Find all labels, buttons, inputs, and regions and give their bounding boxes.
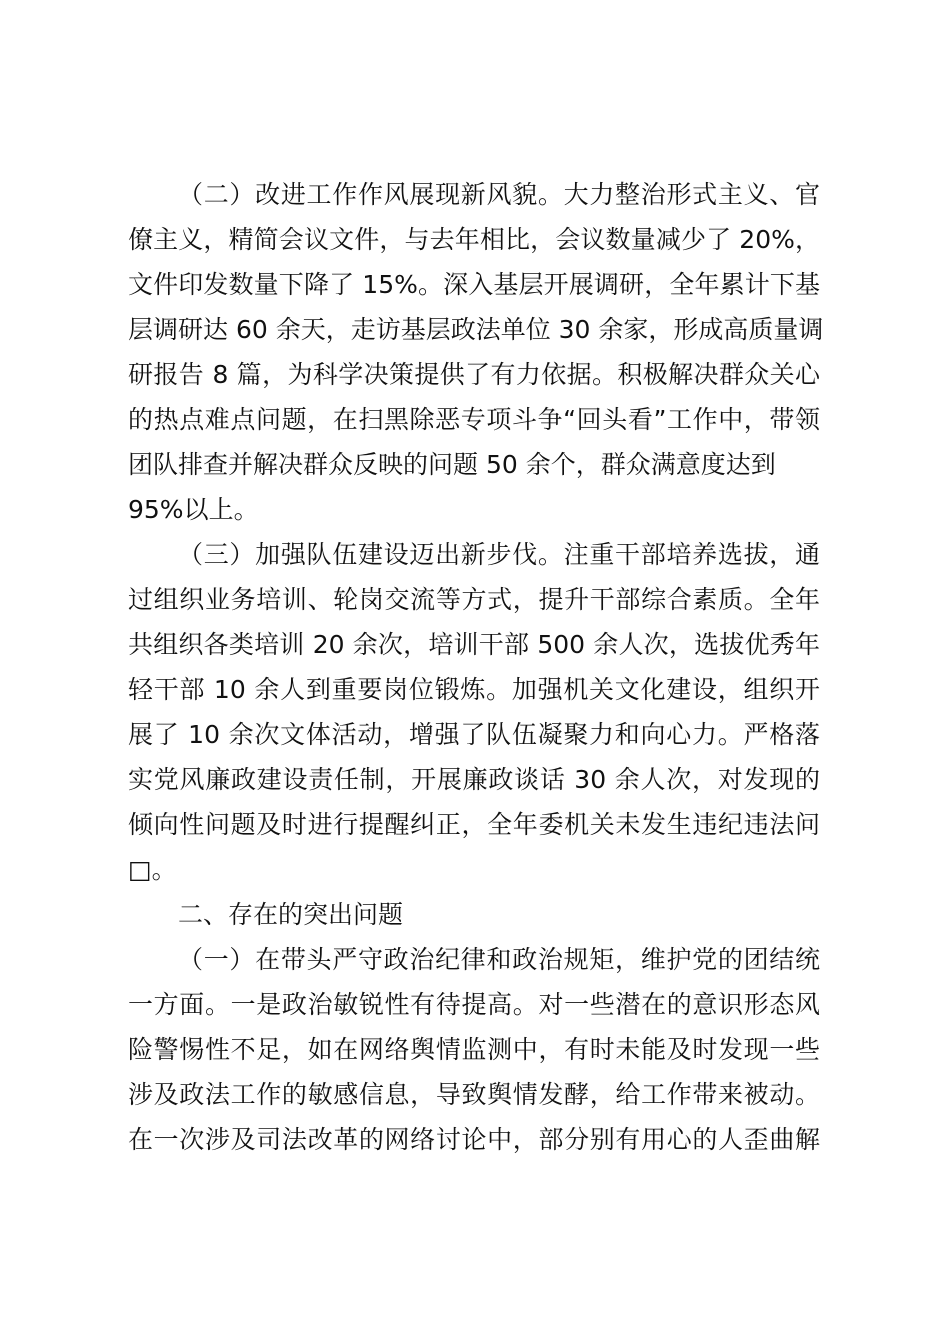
text-line: 一方面。一是政治敏锐性有待提高。对一些潜在的意识形态风 [128,990,820,1019]
paragraph-political-discipline [128,937,820,1162]
text-line: 在一次涉及司法改革的网络讨论中，部分别有用心的人歪曲解 [128,1125,820,1154]
text-line: 团队排查并解决群众反映的问题 50 余个，群众满意度达到 [128,450,776,479]
text-line: （三）加强队伍建设迈出新步伐。注重干部培养选拔，通 [178,540,820,569]
text-line: （一）在带头严守政治纪律和政治规矩，维护党的团结统 [178,945,820,974]
text-line: □。 [128,855,177,884]
text-line: 倾向性问题及时进行提醒纠正，全年委机关未发生违纪违法问 [128,810,820,839]
text-line: 的热点难点问题，在扫黑除恶专项斗争“回头看”工作中，带领 [128,405,820,434]
text-line: 涉及政法工作的敏感信息，导致舆情发酵，给工作带来被动。 [128,1080,820,1109]
text-line: 实党风廉政建设责任制，开展廉政谈话 30 余人次，对发现的 [128,765,820,794]
text-line: 展了 10 余次文体活动，增强了队伍凝聚力和向心力。严格落 [128,720,820,749]
heading-existing-problems: 二、存在的突出问题 [178,900,404,929]
text-line: 文件印发数量下降了 15%。深入基层开展调研，全年累计下基 [128,270,820,299]
text-line: （二）改进工作作风展现新风貌。大力整治形式主义、官 [178,180,820,209]
section-heading [128,892,820,937]
text-line: 轻干部 10 余人到重要岗位锻炼。加强机关文化建设，组织开 [128,675,820,704]
document-body [128,172,824,1162]
paragraph-work-style [128,172,824,532]
text-line: 僚主义，精简会议文件，与去年相比，会议数量减少了 20%， [128,225,820,254]
text-line: 险警惕性不足，如在网络舆情监测中，有时未能及时发现一些 [128,1035,820,1064]
text-line: 层调研达 60 余天，走访基层政法单位 30 余家，形成高质量调 [128,315,824,344]
text-line: 共组织各类培训 20 余次，培训干部 500 余人次，选拔优秀年 [128,630,820,659]
text-line: 研报告 8 篇，为科学决策提供了有力依据。积极解决群众关心 [128,360,820,389]
text-line: 95%以上。 [128,495,259,524]
paragraph-team-building [128,532,820,892]
text-line: 过组织业务培训、轮岗交流等方式，提升干部综合素质。全年 [128,585,820,614]
